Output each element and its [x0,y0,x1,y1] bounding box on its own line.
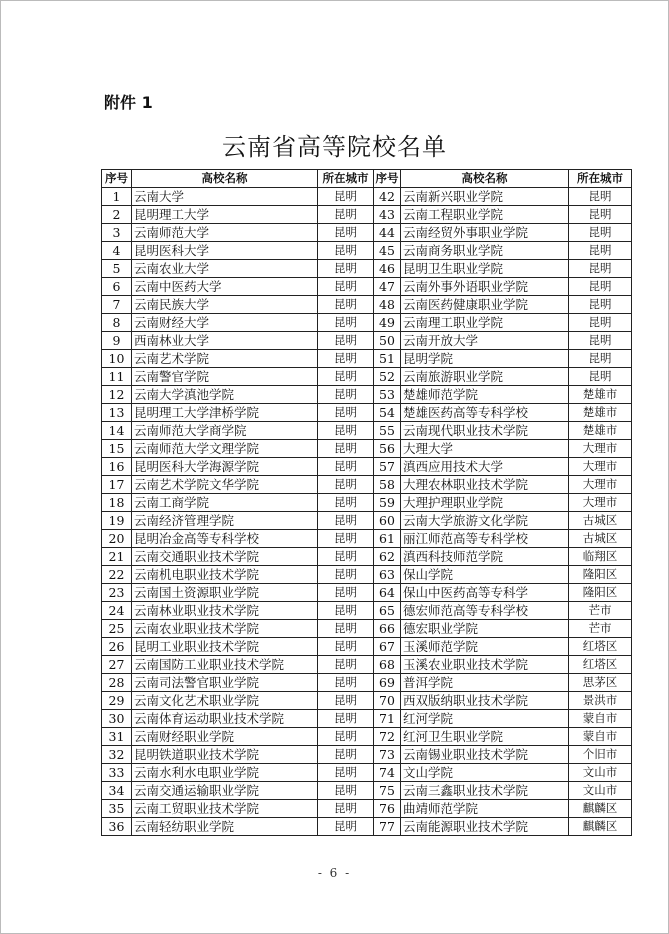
school-name: 云南交通职业技术学院 [132,548,318,566]
row-number: 31 [102,728,132,746]
document-title: 云南省高等院校名单 [222,133,447,161]
row-number: 70 [374,692,401,710]
row-number: 66 [374,620,401,638]
school-name: 大理护理职业学院 [401,494,569,512]
row-number: 17 [102,476,132,494]
school-name: 云南国土资源职业学院 [132,584,318,602]
school-name: 云南民族大学 [132,296,318,314]
school-name: 云南轻纺职业学院 [132,818,318,836]
school-name: 昆明工业职业技术学院 [132,638,318,656]
school-city: 大理市 [569,440,632,458]
row-number: 15 [102,440,132,458]
table-row [102,620,632,638]
school-city: 昆明 [569,350,632,368]
school-city: 昆明 [318,638,374,656]
table-row [102,206,632,224]
school-name: 文山学院 [401,764,569,782]
school-city: 文山市 [569,782,632,800]
school-city: 蒙自市 [569,710,632,728]
row-number: 26 [102,638,132,656]
table-row [102,440,632,458]
school-city: 蒙自市 [569,728,632,746]
school-city: 文山市 [569,764,632,782]
school-city: 麒麟区 [569,800,632,818]
school-city: 昆明 [318,710,374,728]
school-city: 红塔区 [569,638,632,656]
row-number: 21 [102,548,132,566]
row-number: 46 [374,260,401,278]
school-city: 昆明 [569,260,632,278]
school-name: 云南师范大学文理学院 [132,440,318,458]
row-number: 75 [374,782,401,800]
row-number: 27 [102,656,132,674]
school-name: 云南文化艺术职业学院 [132,692,318,710]
school-name: 楚雄师范学院 [401,386,569,404]
school-city: 昆明 [318,458,374,476]
school-city: 昆明 [318,314,374,332]
table-row [102,458,632,476]
school-name: 昆明医科大学海源学院 [132,458,318,476]
school-name: 云南外事外语职业学院 [401,278,569,296]
header-num-right: 序号 [374,170,401,188]
school-city: 昆明 [569,188,632,206]
school-city: 昆明 [318,602,374,620]
school-name: 云南水利水电职业学院 [132,764,318,782]
row-number: 45 [374,242,401,260]
school-city: 昆明 [318,242,374,260]
row-number: 61 [374,530,401,548]
school-city: 昆明 [318,764,374,782]
row-number: 52 [374,368,401,386]
row-number: 56 [374,440,401,458]
school-name: 云南体育运动职业技术学院 [132,710,318,728]
school-name: 保山中医药高等专科学 [401,584,569,602]
school-name: 昆明理工大学 [132,206,318,224]
school-name: 昆明铁道职业技术学院 [132,746,318,764]
school-city: 昆明 [569,242,632,260]
school-city: 昆明 [318,332,374,350]
school-city: 昆明 [318,296,374,314]
school-city: 昆明 [318,260,374,278]
school-name: 云南理工职业学院 [401,314,569,332]
row-number: 49 [374,314,401,332]
table-row [102,602,632,620]
school-city: 古城区 [569,512,632,530]
row-number: 63 [374,566,401,584]
school-name: 云南农业职业技术学院 [132,620,318,638]
table-row [102,530,632,548]
row-number: 57 [374,458,401,476]
row-number: 53 [374,386,401,404]
school-city: 昆明 [318,404,374,422]
header-city-right: 所在城市 [569,170,632,188]
school-name: 云南司法警官职业学院 [132,674,318,692]
school-city: 昆明 [318,782,374,800]
header-name-right: 高校名称 [401,170,569,188]
school-city: 昆明 [569,278,632,296]
row-number: 71 [374,710,401,728]
school-name: 普洱学院 [401,674,569,692]
school-city: 昆明 [318,512,374,530]
school-city: 昆明 [318,206,374,224]
school-name: 云南锡业职业技术学院 [401,746,569,764]
school-city: 昆明 [569,368,632,386]
table-row [102,404,632,422]
school-city: 昆明 [318,386,374,404]
school-name: 云南商务职业学院 [401,242,569,260]
table-row [102,422,632,440]
row-number: 12 [102,386,132,404]
school-city: 昆明 [318,800,374,818]
row-number: 20 [102,530,132,548]
school-name: 云南机电职业技术学院 [132,566,318,584]
school-name: 云南师范大学商学院 [132,422,318,440]
school-city: 昆明 [318,728,374,746]
row-number: 3 [102,224,132,242]
school-city: 昆明 [318,674,374,692]
row-number: 24 [102,602,132,620]
school-city: 临翔区 [569,548,632,566]
school-city: 昆明 [318,440,374,458]
school-name: 昆明冶金高等专科学校 [132,530,318,548]
school-name: 云南经贸外事职业学院 [401,224,569,242]
school-city: 昆明 [569,224,632,242]
school-name: 云南大学滇池学院 [132,386,318,404]
school-name: 滇西科技师范学院 [401,548,569,566]
school-name: 德宏师范高等专科学校 [401,602,569,620]
row-number: 47 [374,278,401,296]
table-row [102,674,632,692]
school-name: 云南师范大学 [132,224,318,242]
school-name: 云南林业职业技术学院 [132,602,318,620]
school-name: 云南交通运输职业学院 [132,782,318,800]
row-number: 72 [374,728,401,746]
table-row [102,494,632,512]
row-number: 25 [102,620,132,638]
table-row [102,782,632,800]
school-name: 昆明学院 [401,350,569,368]
table-row [102,764,632,782]
table-row [102,584,632,602]
school-city: 芒市 [569,602,632,620]
school-city: 昆明 [569,314,632,332]
row-number: 50 [374,332,401,350]
row-number: 6 [102,278,132,296]
school-city: 个旧市 [569,746,632,764]
school-name: 云南警官学院 [132,368,318,386]
row-number: 35 [102,800,132,818]
table-row [102,350,632,368]
row-number: 77 [374,818,401,836]
school-city: 昆明 [569,296,632,314]
school-city: 昆明 [318,368,374,386]
school-city: 昆明 [318,530,374,548]
table-row [102,728,632,746]
row-number: 54 [374,404,401,422]
school-city: 红塔区 [569,656,632,674]
row-number: 34 [102,782,132,800]
school-city: 大理市 [569,476,632,494]
row-number: 43 [374,206,401,224]
school-city: 昆明 [318,422,374,440]
school-name: 昆明卫生职业学院 [401,260,569,278]
school-name: 云南财经职业学院 [132,728,318,746]
school-city: 隆阳区 [569,566,632,584]
row-number: 1 [102,188,132,206]
row-number: 59 [374,494,401,512]
school-name: 昆明理工大学津桥学院 [132,404,318,422]
school-city: 思茅区 [569,674,632,692]
school-city: 古城区 [569,530,632,548]
school-name: 云南财经大学 [132,314,318,332]
table-row [102,746,632,764]
school-city: 昆明 [318,746,374,764]
row-number: 58 [374,476,401,494]
row-number: 48 [374,296,401,314]
school-name: 丽江师范高等专科学校 [401,530,569,548]
school-name: 云南三鑫职业技术学院 [401,782,569,800]
row-number: 44 [374,224,401,242]
table-row [102,638,632,656]
school-name: 曲靖师范学院 [401,800,569,818]
row-number: 16 [102,458,132,476]
school-city: 昆明 [318,278,374,296]
header-city-left: 所在城市 [318,170,374,188]
school-name: 云南工贸职业技术学院 [132,800,318,818]
table-row [102,278,632,296]
row-number: 68 [374,656,401,674]
school-name: 红河卫生职业学院 [401,728,569,746]
table-header-row [102,170,632,188]
row-number: 62 [374,548,401,566]
school-city: 隆阳区 [569,584,632,602]
table-row [102,710,632,728]
school-city: 昆明 [318,188,374,206]
row-number: 8 [102,314,132,332]
row-number: 76 [374,800,401,818]
school-city: 景洪市 [569,692,632,710]
school-name: 云南经济管理学院 [132,512,318,530]
row-number: 23 [102,584,132,602]
school-name: 德宏职业学院 [401,620,569,638]
table-row [102,548,632,566]
page-number: - 6 - [317,866,352,880]
school-city: 楚雄市 [569,386,632,404]
row-number: 18 [102,494,132,512]
school-name: 云南工程职业学院 [401,206,569,224]
header-num-left: 序号 [102,170,132,188]
table-row [102,566,632,584]
school-name: 大理大学 [401,440,569,458]
school-city: 昆明 [318,818,374,836]
school-name: 玉溪农业职业技术学院 [401,656,569,674]
school-name: 大理农林职业技术学院 [401,476,569,494]
school-city: 昆明 [318,584,374,602]
school-name: 西南林业大学 [132,332,318,350]
school-name: 云南现代职业技术学院 [401,422,569,440]
table-row [102,476,632,494]
school-name: 昆明医科大学 [132,242,318,260]
row-number: 9 [102,332,132,350]
school-city: 昆明 [318,476,374,494]
school-name: 楚雄医药高等专科学校 [401,404,569,422]
school-city: 芒市 [569,620,632,638]
table-row [102,512,632,530]
row-number: 67 [374,638,401,656]
row-number: 7 [102,296,132,314]
table-row [102,188,632,206]
school-name: 云南大学 [132,188,318,206]
school-city: 昆明 [318,548,374,566]
school-city: 昆明 [318,224,374,242]
university-table [101,169,632,836]
school-city: 昆明 [569,332,632,350]
school-name: 保山学院 [401,566,569,584]
table-row [102,818,632,836]
row-number: 5 [102,260,132,278]
row-number: 22 [102,566,132,584]
row-number: 30 [102,710,132,728]
row-number: 33 [102,764,132,782]
school-city: 昆明 [318,656,374,674]
row-number: 4 [102,242,132,260]
table-row [102,332,632,350]
school-name: 玉溪师范学院 [401,638,569,656]
table-row [102,692,632,710]
row-number: 51 [374,350,401,368]
row-number: 55 [374,422,401,440]
school-name: 滇西应用技术大学 [401,458,569,476]
table-row [102,224,632,242]
row-number: 64 [374,584,401,602]
table-row [102,800,632,818]
school-city: 麒麟区 [569,818,632,836]
school-name: 云南艺术学院 [132,350,318,368]
row-number: 74 [374,764,401,782]
school-name: 西双版纳职业技术学院 [401,692,569,710]
table-row [102,296,632,314]
row-number: 28 [102,674,132,692]
school-city: 昆明 [318,620,374,638]
row-number: 42 [374,188,401,206]
school-name: 云南工商学院 [132,494,318,512]
school-city: 昆明 [318,350,374,368]
school-name: 云南开放大学 [401,332,569,350]
row-number: 65 [374,602,401,620]
school-name: 云南大学旅游文化学院 [401,512,569,530]
school-name: 云南国防工业职业技术学院 [132,656,318,674]
school-city: 昆明 [318,494,374,512]
school-name: 红河学院 [401,710,569,728]
row-number: 69 [374,674,401,692]
row-number: 10 [102,350,132,368]
school-name: 云南旅游职业学院 [401,368,569,386]
table-row [102,656,632,674]
table-row [102,260,632,278]
school-city: 昆明 [318,566,374,584]
school-city: 昆明 [569,206,632,224]
school-city: 昆明 [318,692,374,710]
row-number: 36 [102,818,132,836]
row-number: 19 [102,512,132,530]
table-row [102,386,632,404]
header-name-left: 高校名称 [132,170,318,188]
school-name: 云南医药健康职业学院 [401,296,569,314]
school-name: 云南能源职业技术学院 [401,818,569,836]
table-row [102,242,632,260]
school-city: 楚雄市 [569,404,632,422]
row-number: 73 [374,746,401,764]
school-name: 云南艺术学院文华学院 [132,476,318,494]
table-row [102,368,632,386]
row-number: 2 [102,206,132,224]
row-number: 13 [102,404,132,422]
school-city: 大理市 [569,458,632,476]
row-number: 14 [102,422,132,440]
row-number: 32 [102,746,132,764]
table-row [102,314,632,332]
school-city: 楚雄市 [569,422,632,440]
attachment-label: 附件 1 [104,93,153,112]
school-name: 云南新兴职业学院 [401,188,569,206]
school-name: 云南农业大学 [132,260,318,278]
row-number: 11 [102,368,132,386]
school-city: 大理市 [569,494,632,512]
school-name: 云南中医药大学 [132,278,318,296]
row-number: 29 [102,692,132,710]
row-number: 60 [374,512,401,530]
